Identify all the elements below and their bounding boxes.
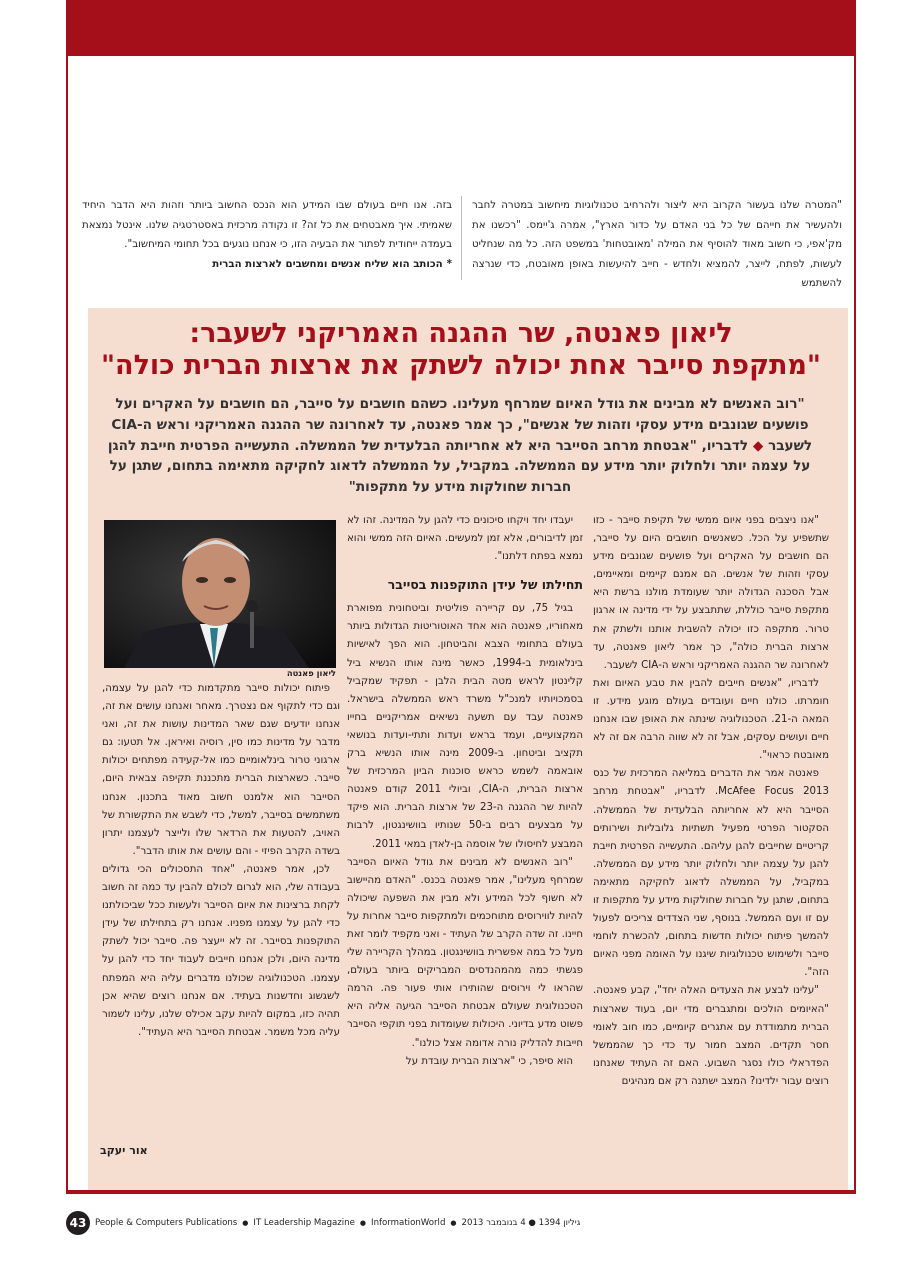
- article-headline: [96, 318, 826, 382]
- article-lead: [100, 394, 820, 498]
- lead-part-1: "רוב האנשים לא מבינים את גודל האיום שמרחף מעלינו. כשהם חושבים על סייבר, הם חושבים על האקרים ועל פושעים שגונבים מידע עסקי וזהות של אנשים", כך אמר פאנטה, עד לאחרונה שר ההגנה האמריקני וראש ה-CIA לשעבר: [111, 396, 813, 454]
- byline: אור יעקב: [100, 1144, 148, 1157]
- top-color-band: [66, 0, 856, 56]
- portrait-illustration: [104, 520, 336, 668]
- continued-text-right: "המטרה שלנו בעשור הקרוב היא ליצור ולהרחיב טכנולוגיות מיחשוב במטרה לחבר ולהעשיר את חייהם של כל בני האדם על כדור הארץ", אמרה ג'יימס. "רכשנו את מק'אפי, כי חשוב מאוד להוסיף את המילה 'מאובטחות' במשפט הזה. כל מה שנחליט לעשות, לפתח, לייצר, להמציא ולחדש - חייב להיעשות באופן מאובטח, כדי שנרצה להשתמש: [472, 200, 842, 290]
- footer-issue: גיליון 1394 ● 4 בנובמבר 2013: [461, 1218, 581, 1228]
- footer-magazine: IT Leadership Magazine: [253, 1218, 355, 1228]
- col1-paragraph: פאנטה אמר את הדברים במליאה המרכזית של כנס McAfee Focus 2013. לדבריו, "אבטחת מרחב הסייבר היא לא אחריותה הבלעדית של הממשלה. הסקטור הפרטי מפעיל תשתיות גלובליות ושירותים קריטיים שחייבים להגן עליהם. התעשייה הפרטית חייבת להגן על עצמה יותר ולחלוק יותר מידע עם הממשלה. במקביל, על הממשלה לדאוג לחקיקה מתאימה בתחום, שתגן על חברות שחולקות מידע על מתקפות זו עם זו ועם הממשל. בנוסף, שני הצדדים צריכים לפעול להמשך פיתוח יכולות חדשות בתחום, להכשרת לוחמי סייבר ולשימוש טכנולוגיות שיגנו על האומה מפני האיום הזה".: [593, 768, 830, 979]
- diamond-icon: ◆: [752, 437, 764, 454]
- continued-article-left: [82, 196, 452, 274]
- headline-line-2: "מתקפת סייבר אחת יכולה לשתק את ארצות הברית כולה": [100, 350, 821, 381]
- article-column-1: [593, 512, 829, 1091]
- section-subheading: תחילתו של עידן התוקפנות בסייבר: [387, 577, 583, 593]
- headline-line-1: ליאון פאנטה, שר ההגנה האמריקני לשעבר:: [189, 318, 733, 349]
- page-number-badge: 43: [66, 1211, 90, 1235]
- portrait-photo: [104, 520, 336, 668]
- col2-paragraph: הוא סיפר, כי "ארצות הברית עובדת על: [405, 1055, 573, 1067]
- left-border-line: [66, 56, 68, 1194]
- col2-intro: יעבדו יחד ויקחו סיכונים כדי להגן על המדינה. זהו לא זמן לדיבורים, אלא זמן למעשים. האיום הזה ממשי והוא נמצא בפתח דלתנו".: [347, 515, 583, 563]
- bottom-color-band: [66, 1190, 856, 1194]
- bullet-icon: ●: [242, 1219, 249, 1227]
- col3-paragraph: פיתוח יכולות סייבר מתקדמות כדי להגן על עצמה, וגם כדי לתקוף אם נצטרך. מאחר ואנחנו עושים את זה, אנחנו יודעים שגם שאר המדינות עושות את זה, ואני מדבר על מדינות כמו סין, רוסיה ואיראן. אל תטעו: גם ארגוני טרור בינלאומיים כמו אל-קעידה מפתחים יכולות סייבר. כשארצות הברית מתכננת תקיפה צבאית היום, הסייבר הוא אלמנט חשוב מאוד בתכנון. אנחנו משתמשים בסייבר, למשל, כדי לשבש את התקשורת של האויב, להטעות את הרדאר שלו ולייצר לעצמנו יתרון בשדה הקרב הפיזי - והם עושים את אותו הדבר".: [102, 683, 340, 857]
- bullet-icon: ●: [359, 1219, 367, 1227]
- bullet-icon: ●: [450, 1219, 457, 1227]
- photo-caption: ליאון פאנטה: [104, 668, 336, 682]
- col3-paragraph: לכן, אמר פאנטה, "אחד התסכולים הכי גדולים בעבודה שלי, הוא לגרום לכולם להבין עד כמה זה חשוב לקחת ברצינות את איום הסייבר ולעשות ככל שביכולתנו כדי להגן על עצמנו מפניו. אנחנו רק בתחילתו של עידן התוקפנות בסייבר. זה לא ייעצר פה. סייבר יכול לשתק מדינה היום, ולכן אנחנו חייבים לעבוד יחד כדי להגן על עצמנו. הטכנולוגיה שכולנו מדברים עליה היא המפתח לשגשוג וחדשנות בעתיד. אם אנחנו רוצים שהיא אכן תהיה כזו, במקום להיות עקב אכילס שלנו, עלינו לשמור עליה מכל משמר. אבטחת הסייבר היא העתיד".: [102, 863, 340, 1038]
- article-column-2: [347, 512, 583, 1071]
- right-border-line: [854, 56, 856, 1194]
- author-star: *: [446, 258, 452, 270]
- author-note-text: הכותב הוא שליח אנשים ומחשבים לארצות הברית: [212, 258, 443, 270]
- footer-site: InformationWorld: [371, 1218, 446, 1228]
- footer-publisher: People & Computers Publications: [95, 1218, 238, 1228]
- col1-paragraph: "אנו ניצבים בפני איום ממשי של תקיפת סייבר - כזו שתשפיע על הכל. כשאנשים חושבים היום על סייבר, הם חושבים על האקרים ועל פושעים שגונבים מידע עסקי וזהות של אנשים. הם אמנם קיימים ומאיימים, אבל הסכנה הגדולה יותר שעומדת מולנו ברשת היא מתקפת סייבר כוללת, שתתבצע על ידי מדינה או ארגון טרור. מתקפה כזו יכולה להשבית אותנו ולשתק את ארצות הברית כולה", כך אמר ליאון פאנטה, עד לאחרונה שר ההגנה האמריקני וראש ה-CIA לשעבר.: [593, 515, 829, 671]
- col2-paragraph: בגיל 75, עם קריירה פוליטית וביטחונית מפוארת מאחוריו, פאנטה הוא אחד האוטוריטות הגדולות ביותר בעולם בתחומי הצבא והביטחון. הוא הפך לאישיות בינלאומית ב-1994, כאשר מינה אותו הנשיא ביל קלינטון לראש מטה הבית הלבן - תפקיד שמקביל בסמכויותיו למנכ"ל משרד ראש הממשלה בישראל. פאנטה עבד עם תשעה נשיאים אמריקניים בחייו המקצועיים, ועמד בראש ועדות ותתי-ועדות בנושאי תקציב וביטחון. ב-2009 מינה אותו הנשיא ברק אובאמה לשמש כראש סוכנות הביון המרכזית של ארצות הברית, ה-CIA, וביולי 2011 קודם פאנטה להיות שר ההגנה ה-23 של ארצות הברית. הוא פיקד על מבצעים רבים ב-50 שנותיו בוושינגטון, לרבות המבצע לחיסולו של אוסמה בן-לאדן במאי 2011.: [347, 603, 583, 850]
- article-column-3: [102, 680, 340, 1042]
- col1-paragraph: לדבריו, "אנשים חייבים להבין את טבע האיום ואת חומרתו. כולנו חיים ועובדים בעולם מוגע מידע. זו המאה ה-21. הטכנולוגיה שינתה את האופן שבו אנחנו חיים ועושים עסקים, אבל זה לא שווה הרבה אם זה לא מאובטח כראוי".: [593, 677, 829, 762]
- column-divider: [461, 196, 462, 280]
- col1-paragraph: "עלינו לבצע את הצעדים האלה יחד", קבע פאנטה. "האיומים הולכים ומתגברים מדי יום, בעוד שארצות הברית מתמודדת עם אתגרים קיומיים, כמו חוב לאומי חסר תקדים. המצב חמור עד כדי כך שהממשל הפדראלי כולו נסגר השבוע. האם זה העתיד שאנחנו רוצים עבור ילדינו? המצב ישתנה רק אם מנהיגים: [593, 985, 829, 1087]
- continued-article-right: [472, 196, 842, 294]
- page-footer: [66, 1210, 856, 1236]
- col2-paragraph: "רוב האנשים לא מבינים את גודל האיום הסייבר שמרחף מעלינו", אמר פאנטה בכנס. "האדם מהיישוב לא חשוף לכל המידע ולא מבין את השפעה שיכולה להיות לווירוסים מתוחכמים ולמתקפות סייבר אחרות על חיינו. זה שדה הקרב של העתיד - ואני מקפיד לומר זאת מעל כל במה אפשרית בוושינגטון. במהלך הקריירה שלי פגשתי כמה מהמהנדסים המבריקים ביותר בעולם, שהראו לי וירוסים שהותירו אותי פעור פה. הרמה הטכנולוגית שעולם אבטחת הסייבר הגיעה אליה היא פשוט מדע בדיוני. היכולות שעומדות בפני תוקפי הסייבר חייבות להדליק נורה אדומה אצל כולנו".: [347, 856, 583, 1049]
- lead-part-2: לדבריו, "אבטחת מרחב הסייבר היא לא אחריותה הבלעדית של הממשלה. התעשייה הפרטית חייבת להגן על עצמה יותר ולחלוק יותר מידע עם הממשלה. במקביל, על הממשלה לדאוג לחקיקה מתאימה בתחום, שתגן על חברות שחולקות מידע על מתקפות": [107, 437, 811, 496]
- author-note: [82, 255, 452, 275]
- continued-text-left: בזה. אנו חיים בעולם שבו המידע הוא הנכס החשוב ביותר וזהות היא הדבר היחיד שאמיתי. איך מאבטחים את כל זה? זו נקודה מרכזית באסטרטגיה שלנו. אינטל נמצאת בעמדה ייחודית לפתור את הבעיה הזו, כי אנחנו נוגעים בכל תחומי המיחשוב".: [82, 200, 452, 251]
